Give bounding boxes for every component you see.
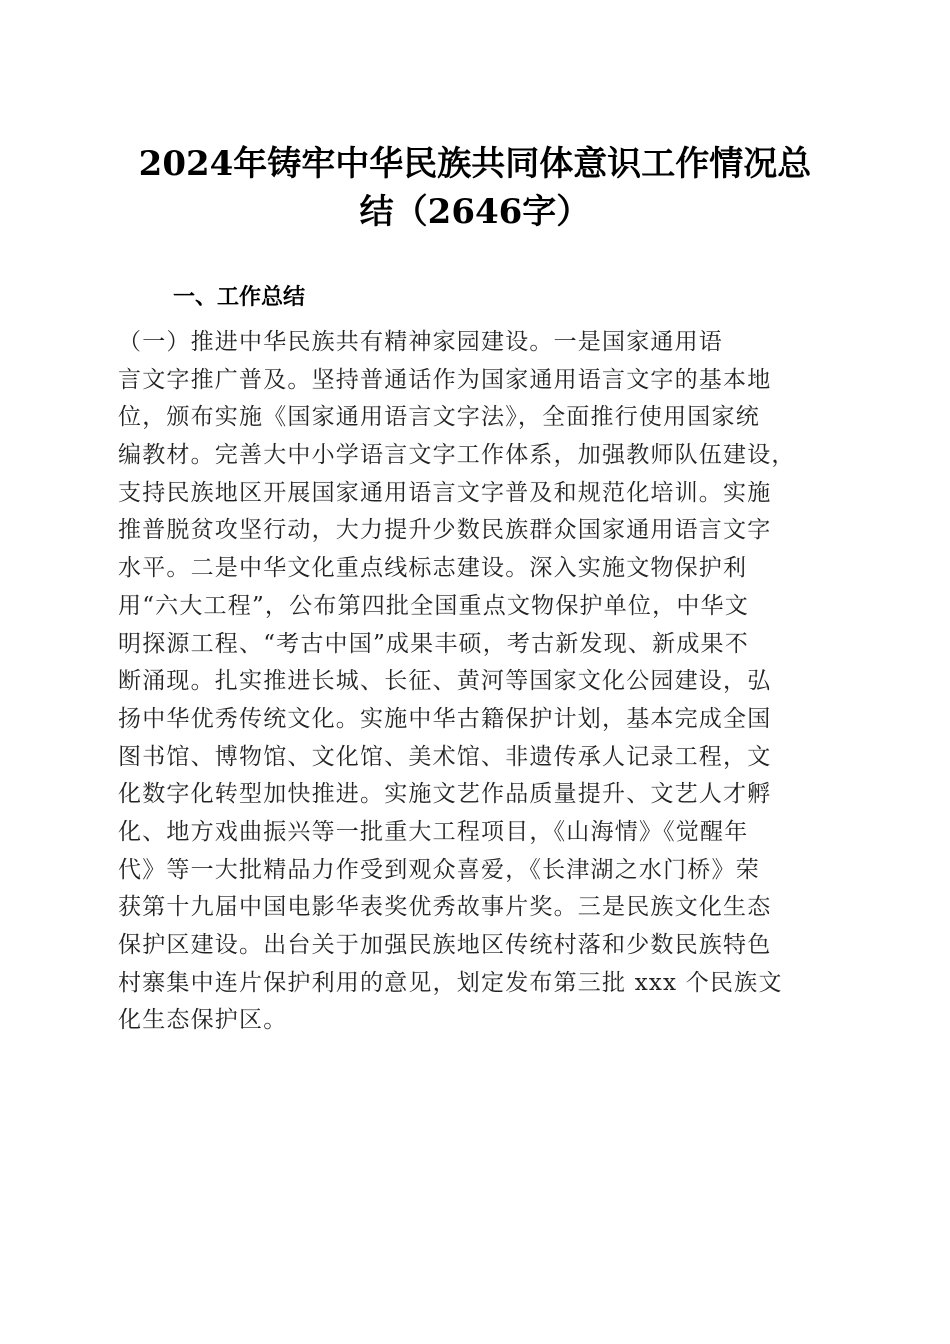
title-line-1: 2024年铸牢中华民族共同体意识工作情况总 — [138, 144, 812, 184]
title-line-2: 结（2646字） — [359, 192, 591, 232]
paragraph-line: 获第十九届中国电影华表奖优秀故事片奖。三是民族文化生态 — [118, 894, 772, 921]
section-heading: 一、工作总结 — [173, 285, 306, 310]
paragraph-line: 言文字推广普及。坚持普通话作为国家通用语言文字的基本地 — [118, 366, 772, 393]
paragraph-line: 化生态保护区。 — [118, 1007, 288, 1034]
paragraph-line: 代》等一大批精品力作受到观众喜爱，《长津湖之水门桥》荣 — [118, 856, 760, 883]
paragraph-line: 明探源工程、“考古中国”成果丰硕，考古新发现、新成果不 — [118, 630, 749, 657]
paragraph-line: 村寨集中连片保护利用的意见，划定发布第三批 xxx 个民族文 — [118, 969, 783, 996]
paragraph-line: 图书馆、博物馆、文化馆、美术馆、非遗传承人记录工程，文 — [118, 743, 772, 770]
document-title — [118, 140, 832, 236]
paragraph-line: 化、地方戏曲振兴等一批重大工程项目，《山海情》《觉醒年 — [118, 818, 749, 845]
paragraph-line: 编教材。完善大中小学语言文字工作体系，加强教师队伍建设， — [118, 442, 796, 469]
paragraph-line: 保护区建设。出台关于加强民族地区传统村落和少数民族特色 — [118, 932, 772, 958]
paragraph-line: 化数字化转型加快推进。实施文艺作品质量提升、文艺人才孵 — [118, 781, 772, 808]
paragraph-line: 扬中华优秀传统文化。实施中华古籍保护计划，基本完成全国 — [118, 705, 772, 732]
paragraph-line: 推普脱贫攻坚行动，大力提升少数民族群众国家通用语言文字 — [118, 517, 772, 544]
paragraph-line: 水平。二是中华文化重点线标志建设。深入实施文物保护利 — [118, 555, 748, 582]
paragraph-line: （一）推进中华民族共有精神家园建设。一是国家通用语 — [118, 329, 723, 355]
paragraph-line: 支持民族地区开展国家通用语言文字普及和规范化培训。实施 — [118, 479, 772, 506]
paragraph-line: 断涌现。扎实推进长城、长征、黄河等国家文化公园建设，弘 — [118, 668, 772, 695]
paragraph-line: 用“六大工程”，公布第四批全国重点文物保护单位，中华文 — [118, 592, 749, 619]
body-paragraph — [118, 324, 832, 1040]
paragraph-line: 位，颁布实施《国家通用语言文字法》，全面推行使用国家统 — [118, 404, 760, 431]
